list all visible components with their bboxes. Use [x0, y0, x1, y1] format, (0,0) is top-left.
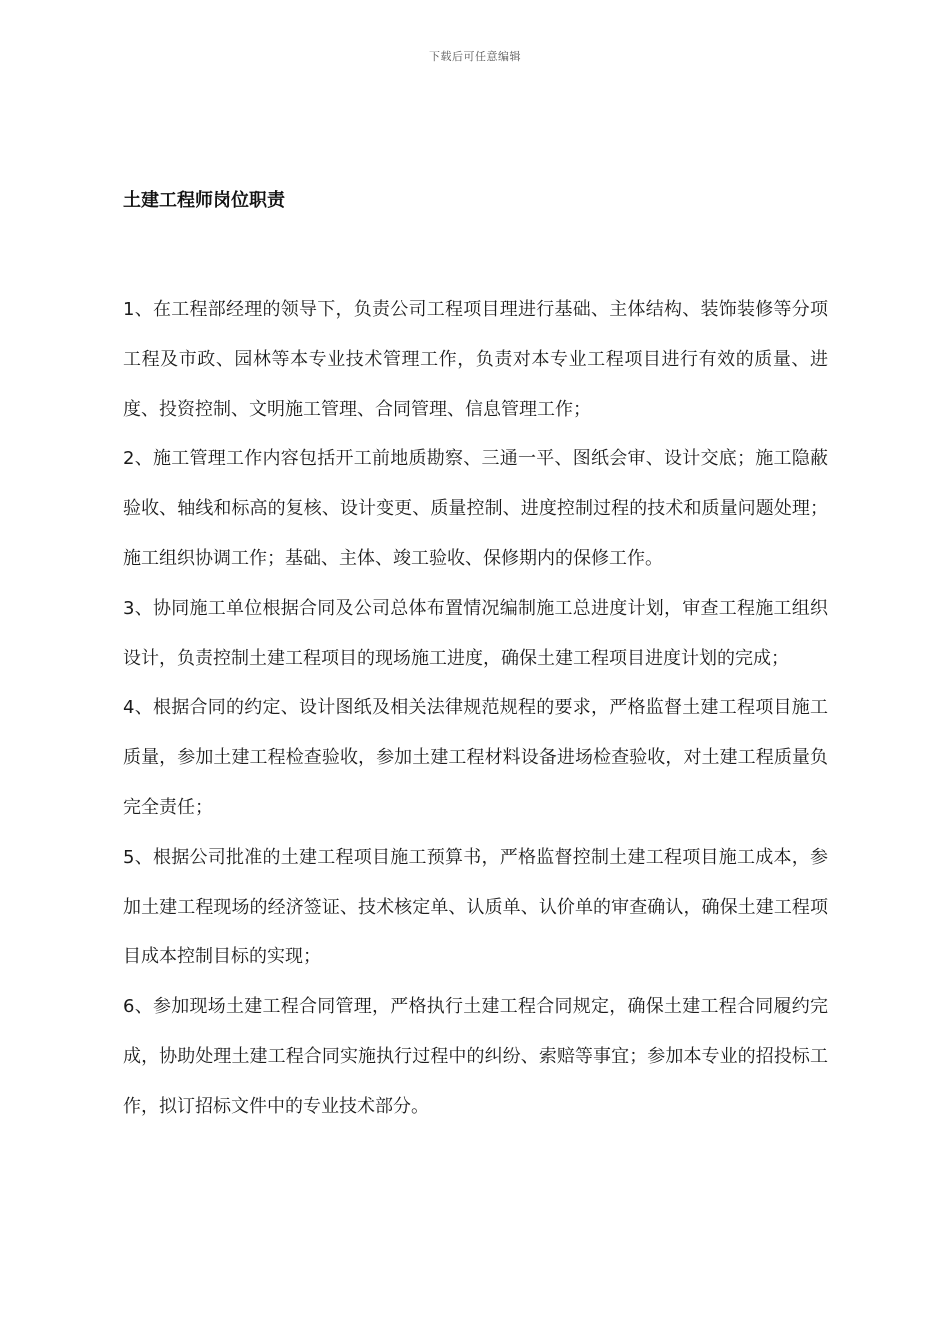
page-header: 下载后可任意编辑: [429, 50, 521, 63]
duty-paragraph-6: 6、参加现场土建工程合同管理，严格执行土建工程合同规定，确保土建工程合同履约完成，协助处理土建工程合同实施执行过程中的纠纷、索赔等事宜；参加本专业的招投标工作，拟订招标文件中的专业技术部分。: [123, 996, 828, 1117]
duty-paragraph-2: 2、施工管理工作内容包括开工前地质勘察、三通一平、图纸会审、设计交底；施工隐蔽验收、轴线和标高的复核、设计变更、质量控制、进度控制过程的技术和质量问题处理；施工组织协调工作；基础、主体、竣工验收、保修期内的保修工作。: [123, 448, 828, 569]
document-body: [123, 285, 828, 1132]
document-title: 土建工程师岗位职责: [123, 190, 285, 211]
duty-paragraph-1: 1、在工程部经理的领导下，负责公司工程项目理进行基础、主体结构、装饰装修等分项工程及市政、园林等本专业技术管理工作，负责对本专业工程项目进行有效的质量、进度、投资控制、文明施工管理、合同管理、信息管理工作；: [123, 299, 828, 420]
duty-paragraph-4: 4、根据合同的约定、设计图纸及相关法律规范规程的要求，严格监督土建工程项目施工质量，参加土建工程检查验收，参加土建工程材料设备进场检查验收，对土建工程质量负完全责任；: [123, 697, 828, 818]
duty-paragraph-3: 3、协同施工单位根据合同及公司总体布置情况编制施工总进度计划，审查工程施工组织设计，负责控制土建工程项目的现场施工进度，确保土建工程项目进度计划的完成；: [123, 597, 828, 669]
duty-paragraph-5: 5、根据公司批准的土建工程项目施工预算书，严格监督控制土建工程项目施工成本，参加土建工程现场的经济签证、技术核定单、认质单、认价单的审查确认，确保土建工程项目成本控制目标的实现；: [123, 846, 828, 968]
